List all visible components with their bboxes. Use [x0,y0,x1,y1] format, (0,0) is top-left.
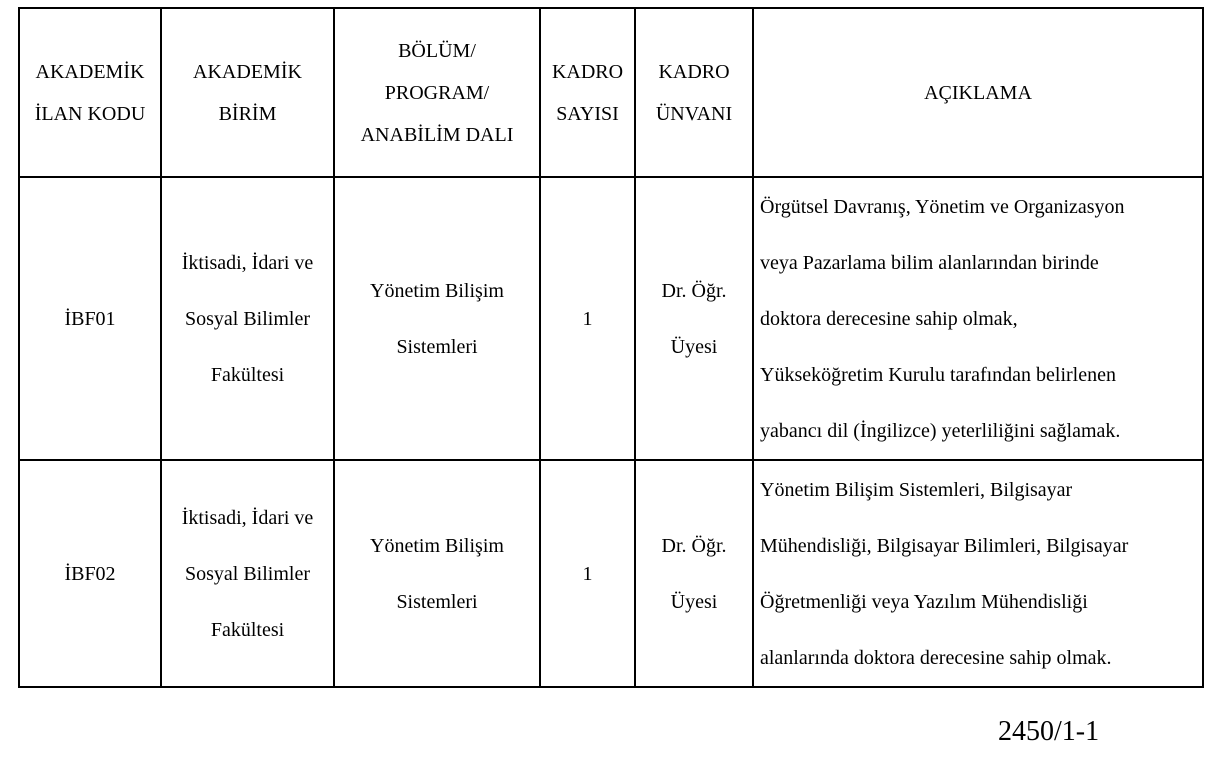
table-header-row [19,8,1203,177]
cell-bolum: Yönetim Bilişim Sistemleri [334,460,540,687]
cell-birim: İktisadi, İdari ve Sosyal Bilimler Fakültesi [161,177,334,460]
cell-aciklama: Örgütsel Davranış, Yönetim ve Organizasyon veya Pazarlama bilim alanlarından birinde doktora derecesine sahip olmak, Yükseköğretim Kurulu tarafından belirlenen yabancı dil (İngilizce) yeterliliğini sağlamak. [753,177,1203,460]
cell-bolum: Yönetim Bilişim Sistemleri [334,177,540,460]
cell-kadro-sayisi: 1 [540,177,635,460]
cell-aciklama: Yönetim Bilişim Sistemleri, Bilgisayar Mühendisliği, Bilgisayar Bilimleri, Bilgisayar Öğretmenliği veya Yazılım Mühendisliği alanlarında doktora derecesine sahip olmak. [753,460,1203,687]
page-number: 2450/1-1 [998,716,1100,747]
header-ilan-kodu: AKADEMİK İLAN KODU [19,8,161,177]
table-row [19,177,1203,460]
header-bolum: BÖLÜM/ PROGRAM/ ANABİLİM DALI [334,8,540,177]
cell-ilan-kodu: İBF01 [19,177,161,460]
cell-kadro-sayisi: 1 [540,460,635,687]
cell-kadro-unvani: Dr. Öğr. Üyesi [635,460,753,687]
header-kadro-unvani: KADRO ÜNVANI [635,8,753,177]
header-kadro-sayisi: KADRO SAYISI [540,8,635,177]
cell-kadro-unvani: Dr. Öğr. Üyesi [635,177,753,460]
cell-birim: İktisadi, İdari ve Sosyal Bilimler Fakültesi [161,460,334,687]
header-birim: AKADEMİK BİRİM [161,8,334,177]
academic-positions-table [18,7,1204,688]
header-aciklama: AÇIKLAMA [753,8,1203,177]
cell-ilan-kodu: İBF02 [19,460,161,687]
table-row [19,460,1203,687]
